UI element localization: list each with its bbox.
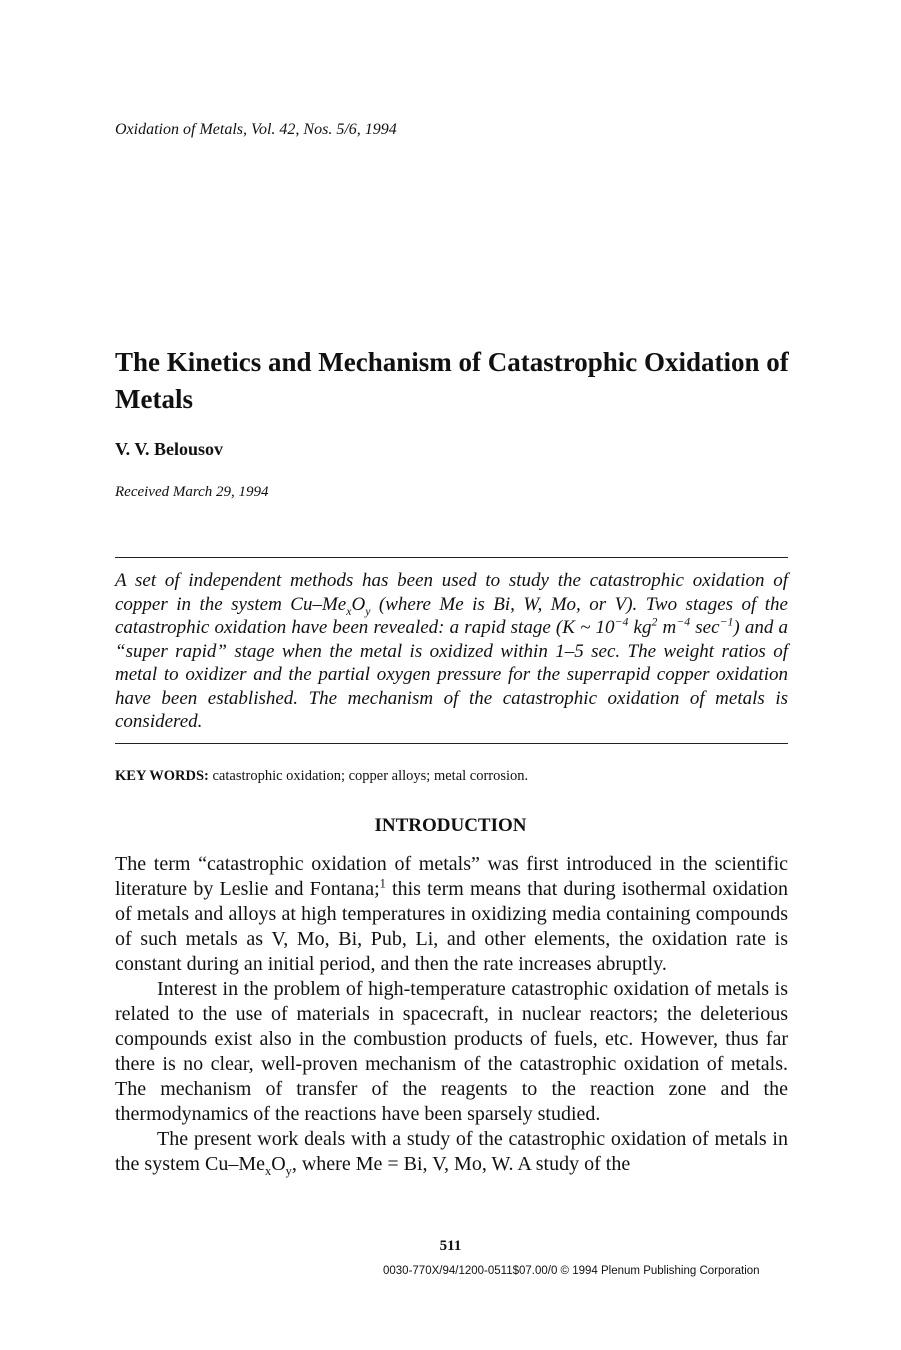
body-text — [115, 852, 788, 1177]
abstract: A set of independent methods has been used to study the catastrophic oxidation of copper in the system $Cu-Me_xO_y$ (where Me is Bi, W, Mo, or V). Two stages of the catastrophic oxidation have been revealed: a rapid stage (K ~ $10^{-4}$ $kg^2$ $m^{-4}$ $\sec^{-1}$) and a “super rapid” stage when the metal is oxidized within 1–5 sec. The weight ratios of metal to oxidizer and the partial oxygen pressure for the superrapid copper oxidation have been established. The mechanism of the catastrophic oxidation of metals is considered. — [115, 570, 789, 732]
journal-citation: Oxidation of Metals, Vol. 42, Nos. 5/6, 1994 — [115, 121, 397, 138]
keywords — [115, 768, 528, 785]
page-number: 511 — [439, 1238, 462, 1254]
abstract-top-rule — [115, 557, 788, 558]
keywords-label: KEY WORDS: — [115, 768, 209, 784]
paragraph-3: The present work deals with a study of the catastrophic oxidation of metals in the system $Cu-Me_xO_y$, where Me = Bi, V, Mo, W. A study of the — [115, 1128, 788, 1178]
section-heading: INTRODUCTION — [374, 815, 527, 836]
article-title: The Kinetics and Mechanism of Catastrophic Oxidation of Metals — [115, 347, 789, 414]
reference-marker: 1 — [379, 876, 386, 891]
received-date: Received March 29, 1994 — [115, 484, 269, 500]
abstract-bottom-rule — [115, 743, 788, 744]
author-name: V. V. Belousov — [115, 439, 224, 459]
keywords-text: catastrophic oxidation; copper alloys; metal corrosion. — [208, 768, 529, 784]
paragraph-2: Interest in the problem of high-temperature catastrophic oxidation of metals is related to the use of materials in spacecraft, in nuclear reactors; the deleterious compounds exist also in the combustion products of fuels, etc. However, thus far there is no clear, well-proven mechanism of the catastrophic oxidation of metals. The mechanism of transfer of the reagents to the reaction zone and the thermodynamics of the reactions have been sparsely studied. — [115, 978, 788, 1125]
paragraph-1: The term “catastrophic oxidation of metals” was first introduced in the scientific literature by Leslie and Fontana;$^1$ this term means that during isothermal oxidation of metals and alloys at high temperatures in oxidizing media containing compounds of such metals as V, Mo, Bi, Pub, Li, and other elements, the oxidation rate is constant during an initial period, and then the rate increases abruptly. — [115, 853, 788, 975]
copyright-line: 0030-770X/94/1200-0511$07.00/0 © 1994 Plenum Publishing Corporation — [383, 1265, 760, 1277]
